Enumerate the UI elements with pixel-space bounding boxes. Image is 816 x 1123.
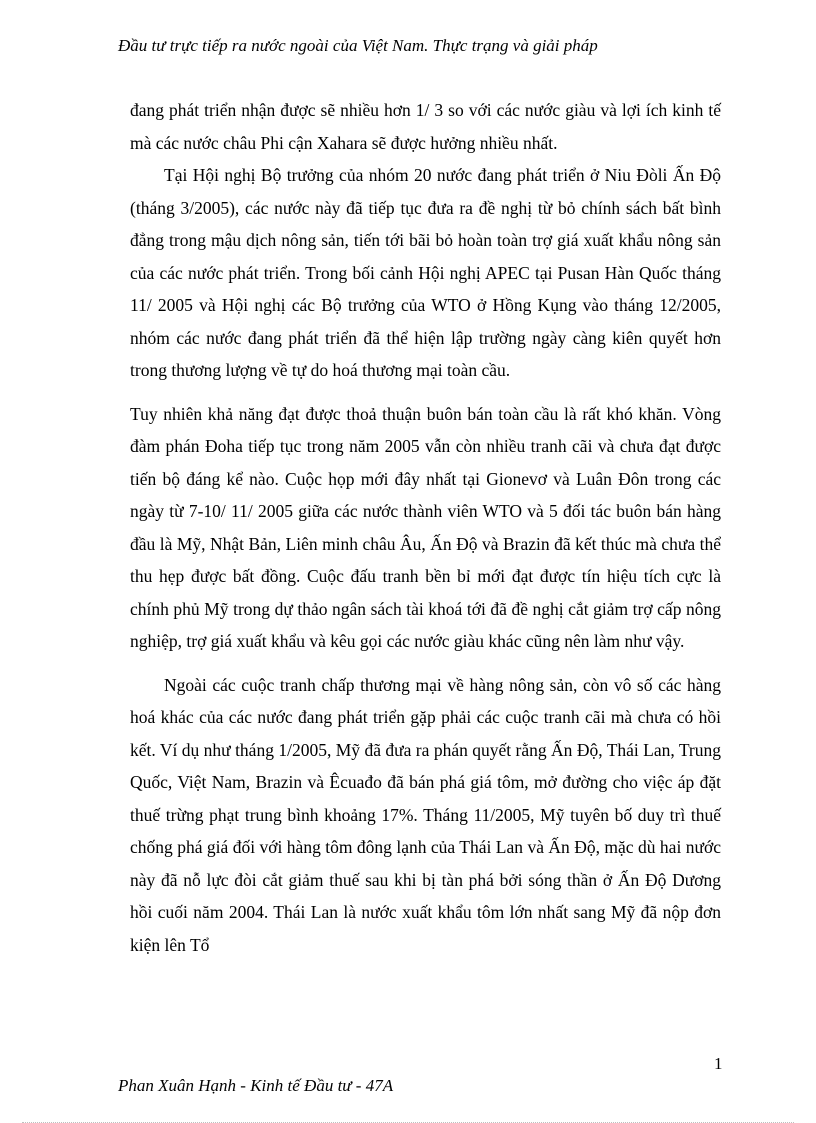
running-header: Đầu tư trực tiếp ra nước ngoài của Việt Nam. Thực trạng và giải pháp <box>118 36 598 55</box>
running-footer: Phan Xuân Hạnh - Kinh tế Đầu tư - 47A <box>118 1076 394 1095</box>
paragraph-trade-disputes: Ngoài các cuộc tranh chấp thương mại về hàng nông sản, còn vô số các hàng hoá khác của các nước đang phát triển gặp phải các cuộc tranh cãi mà chưa có hồi kết. Ví dụ như tháng 1/2005, Mỹ đã đưa ra phán quyết rằng Ấn Độ, Thái Lan, Trung Quốc, Việt Nam, Brazin và Êcuađo đã bán phá giá tôm, mở đường cho việc áp đặt thuế trừng phạt trung bình khoảng 17%. Tháng 11/2005, Mỹ tuyên bố duy trì thuế chống phá giá đối với hàng tôm đông lạnh của Thái Lan và Ấn Độ, mặc dù hai nước này đã nỗ lực đòi cắt giảm thuế sau khi bị tàn phá bởi sóng thần ở Ấn Độ Dương hồi cuối năm 2004. Thái Lan là nước xuất khẩu tôm lớn nhất sang Mỹ đã nộp đơn kiện lên Tổ <box>130 674 721 955</box>
paragraph-continuation: đang phát triển nhận được sẽ nhiều hơn 1/ 3 so với các nước giàu và lợi ích kinh tế mà các nước châu Phi cận Xahara sẽ được hưởng nhiều nhất. <box>130 100 721 153</box>
paragraph-trade-negotiations: Tuy nhiên khả năng đạt được thoả thuận buôn bán toàn cầu là rất khó khăn. Vòng đàm phán Đoha tiếp tục trong năm 2005 vẫn còn nhiều tranh cãi và chưa đạt được tiến bộ đáng kể nào. Cuộc họp mới đây nhất tại Gionevơ và Luân Đôn trong các ngày từ 7-10/ 11/ 2005 giữa các nước thành viên WTO và 5 đối tác buôn bán hàng đầu là Mỹ, Nhật Bản, Liên minh châu Âu, Ấn Độ và Brazin đã kết thúc mà chưa thể thu hẹp được bất đồng. Cuộc đấu tranh bền bỉ mới đạt được tín hiệu tích cực là chính phủ Mỹ trong dự thảo ngân sách tài khoá tới đã đề nghị cắt giảm trợ cấp nông nghiệp, trợ giá xuất khẩu và kêu gọi các nước giàu khác cũng nên làm như vậy. <box>130 403 721 651</box>
paragraph-conference: Tại Hội nghị Bộ trưởng của nhóm 20 nước đang phát triển ở Niu Đòli Ấn Độ (tháng 3/2005), các nước này đã tiếp tục đưa ra đề nghị từ bỏ chính sách bất bình đẳng trong mậu dịch nông sản, tiến tới bãi bỏ hoàn toàn trợ giá xuất khẩu nông sản của các nước phát triển. Trong bối cảnh Hội nghị APEC tại Pusan Hàn Quốc tháng 11/ 2005 và Hội nghị các Bộ trưởng của WTO ở Hồng Kụng vào tháng 12/2005, nhóm các nước đang phát triển đã thể hiện lập trường ngày càng kiên quyết hơn trong thương lượng về tự do hoá thương mại toàn cầu. <box>130 165 721 380</box>
body-text <box>130 94 721 961</box>
page-number: 1 <box>714 1054 723 1073</box>
